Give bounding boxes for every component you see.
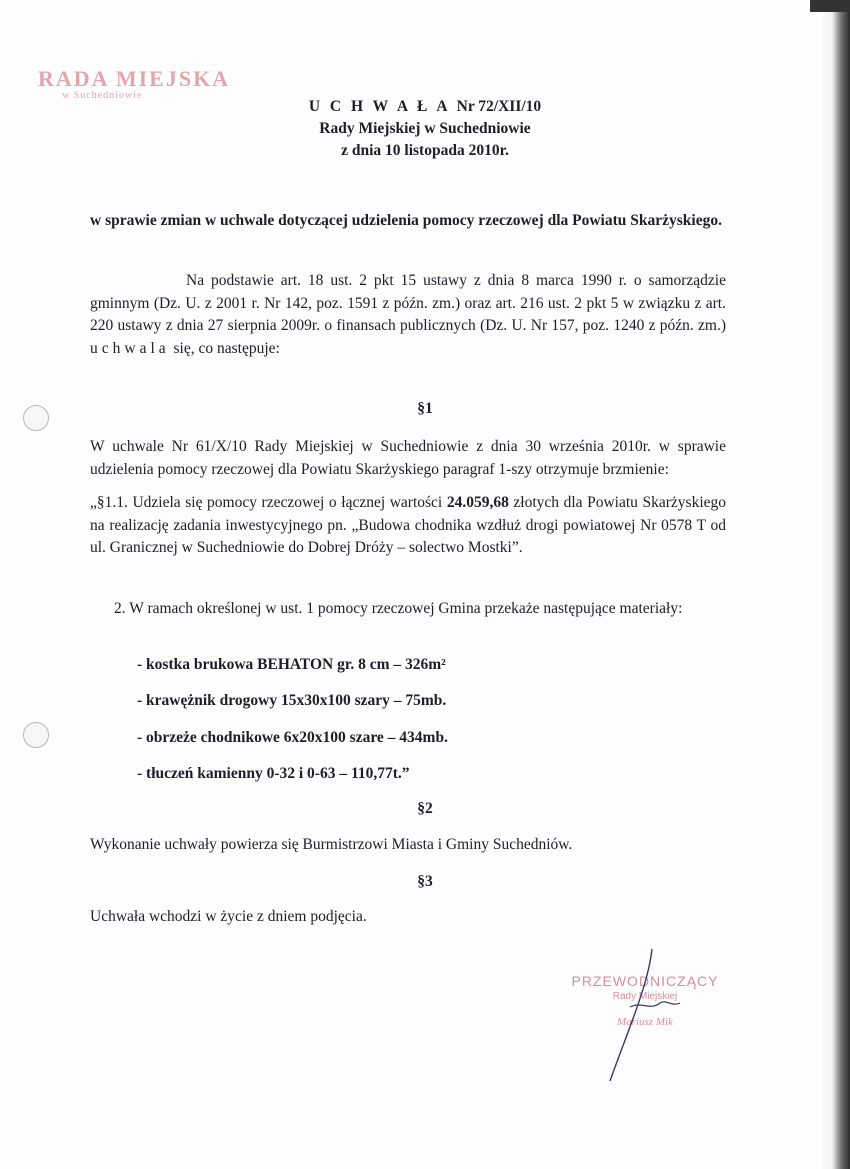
- quote-rest: złotych dla Powiatu Skarżyskiego na realizację zadania inwestycyjnego pn. „Budowa chodnika wzdłuż drogi powiatowej Nr 0578 T od ul. Granicznej w Suchedniowie do Dobrej Dróży – solectwo Mostki”.: [90, 494, 726, 556]
- resolution-issuer: Rady Miejskiej w Suchedniowie: [319, 120, 531, 137]
- chairman-stamp-title: PRZEWODNICZĄCY: [571, 973, 719, 989]
- resolution-word: U C H W A Ł A: [308, 98, 450, 115]
- section-1-point-2: [90, 598, 726, 621]
- punch-hole: [23, 722, 49, 748]
- section-3-text: Uchwała wchodzi w życie z dniem podjęcia.: [90, 908, 367, 925]
- section-2-text: Wykonanie uchwały powierza się Burmistrzowi Miasta i Gminy Suchedniów.: [90, 836, 573, 853]
- section-3-heading: §3: [417, 873, 433, 890]
- section-2-heading: §2: [417, 800, 433, 817]
- material-item: - obrzeże chodnikowe 6x20x100 szare – 434mb.: [137, 729, 448, 746]
- chairman-stamp-subtitle: Rady Miejskiej: [612, 991, 678, 1002]
- council-stamp-title: RADA MIEJSKA: [38, 66, 231, 91]
- legal-basis-resolves: uchwala: [90, 339, 170, 357]
- resolution-title: [0, 98, 850, 116]
- council-stamp-subtitle: w Suchedniowie: [62, 90, 143, 101]
- scan-edge-shadow: [820, 0, 850, 1169]
- legal-basis: [90, 270, 726, 360]
- material-item: - tłuczeń kamienny 0-32 i 0-63 – 110,77t.”: [137, 765, 410, 782]
- signature-icon: [590, 945, 700, 1085]
- section-1-heading: §1: [417, 400, 433, 417]
- resolution-date: z dnia 10 listopada 2010r.: [341, 142, 509, 159]
- scan-corner-shadow: [810, 0, 850, 12]
- legal-basis-text: Na podstawie art. 18 ust. 2 pkt 15 ustawy z dnia 8 marca 1990 r. o samorządzie gminnym (Dz. U. z 2001 r. Nr 142, poz. 1591 z późn. zm.) oraz art. 216 ust. 2 pkt 5 w związku z art. 220 ustawy z dnia 27 sierpnia 2009r. o finansach publicznych (Dz. U. Nr 157, poz. 1240 z późn. zm.): [90, 272, 726, 334]
- quote-amount: 24.059,68: [446, 494, 509, 511]
- resolution-number: Nr 72/XII/10: [456, 98, 542, 115]
- material-item: - kostka brukowa BEHATON gr. 8 cm – 326m²: [137, 656, 446, 673]
- point-2-text: 2. W ramach określonej w ust. 1 pomocy rzeczowej Gmina przekaże następujące materiały:: [114, 600, 683, 617]
- quote-start: „§1.1. Udziela się pomocy rzeczowej o łącznej wartości: [90, 494, 443, 511]
- resolution-subject: w sprawie zmian w uchwale dotyczącej udzielenia pomocy rzeczowej dla Powiatu Skarżyskiego.: [90, 212, 722, 229]
- council-stamp: [38, 66, 230, 101]
- chairman-stamp-name: Mariusz Mik: [617, 1016, 673, 1028]
- section-1-quote: [90, 492, 726, 560]
- section-1-intro: W uchwale Nr 61/X/10 Rady Miejskiej w Suchedniowie z dnia 30 września 2010r. w sprawie udzielenia pomocy rzeczowej dla Powiatu Skarżyskiego paragraf 1-szy otrzymuje brzmienie:: [90, 438, 726, 478]
- material-item: - krawężnik drogowy 15x30x100 szary – 75mb.: [137, 692, 447, 709]
- legal-basis-ending: się, co następuje:: [173, 339, 280, 357]
